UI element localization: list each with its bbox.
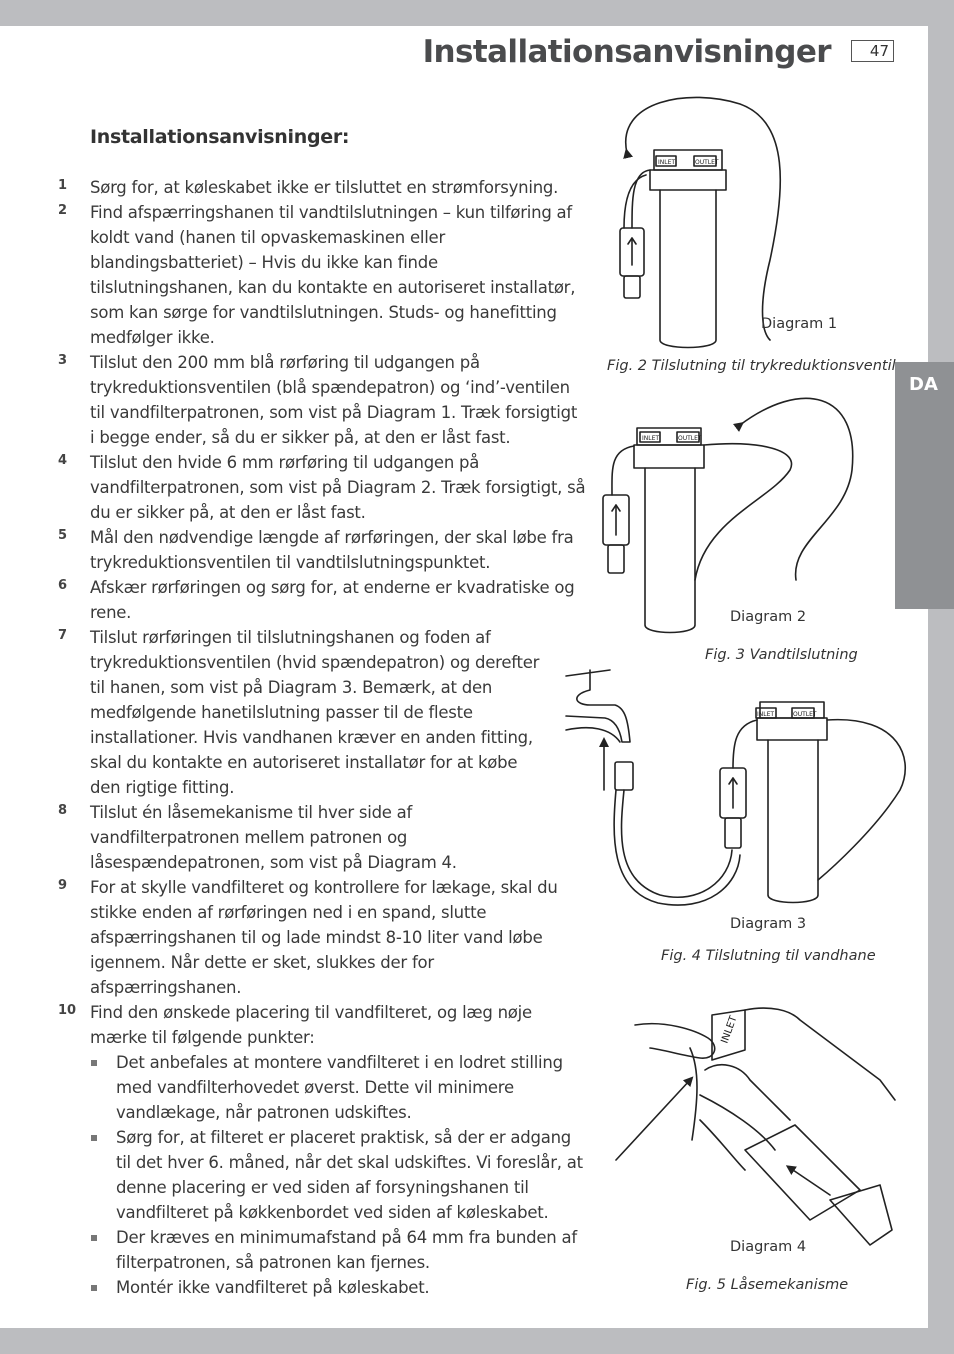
diagram-label: Diagram 2 [730, 609, 807, 625]
inlet-label: INLET [642, 435, 660, 442]
step-text: Tilslut én låsemekanisme til hver side af vandfilterpatronen mellem patronen og låsespændepatronen, som vist på Diagram 4. [90, 803, 457, 872]
step-text: For at skylle vandfilteret og kontrollere for lækage, skal du stikke enden af rørføringen ned i en spand, slutte afspærringshanen til og lade mindst 8-10 liter vand løbe igennem. Når dette er sket, slukkes der for afspærringshanen. [90, 878, 558, 997]
step-number: 5 [58, 528, 68, 543]
step-text: Tilslut den hvide 6 mm rørføring til udgangen på vandfilterpatronen, som vist på Diagram 2. Træk forsigtigt, så du er sikker på, at den er låst fast. [90, 453, 586, 522]
diagram-3-illustration [566, 670, 905, 905]
page-title: Installationsanvisninger [422, 34, 831, 70]
step-text: Sørg for, at køleskabet ikke er tilsluttet en strømforsyning. [90, 178, 559, 197]
step-number: 7 [58, 628, 68, 643]
language-tab: DA [895, 362, 954, 609]
diagram-1-illustration [620, 97, 780, 347]
bullet-text: Der kræves en minimumafstand på 64 mm fra bunden af filterpatronen, så patronen kan fjernes. [116, 1228, 577, 1272]
diagram-2-illustration [603, 398, 853, 632]
step-text: Afskær rørføringen og sørg for, at enderne er kvadratiske og rene. [90, 578, 575, 622]
diagram-label: Diagram 3 [730, 916, 807, 932]
inlet-label: INLET [658, 159, 676, 166]
step-number: 8 [58, 803, 68, 818]
bullet-text: Sørg for, at filteret er placeret praktisk, så der er adgang til det hver 6. måned, når det skal udskiftes. Vi foreslår, at denne placering er ved siden af forsyningshanen til vandfilteret på køkkenbordet ved siden af køleskabet. [116, 1128, 583, 1222]
diagram-4-illustration [616, 1008, 895, 1245]
inlet-label: INLET [757, 711, 775, 718]
figure-caption: Fig. 4 Tilslutning til vandhane [661, 948, 876, 964]
outlet-label: OUTLET [793, 711, 817, 718]
outlet-label: OUTLET [695, 159, 719, 166]
diagram-label: Diagram 1 [761, 316, 838, 332]
step-text: Mål den nødvendige længde af rørføringen, der skal løbe fra trykreduktionsventilen til vandtilslutningspunktet. [90, 528, 574, 572]
page-number: 47 [851, 40, 894, 62]
step-text: Find den ønskede placering til vandfilteret, og læg nøje mærke til følgende punkter: [90, 1003, 532, 1047]
step-text: Find afspærringshanen til vandtilslutningen – kun tilføring af koldt vand (hanen til opvaskemaskinen eller blandingsbatteriet) – Hvis du ikke kan finde tilslutningshanen, kan du kontakte en autoriseret installatør, som kan sørge for vandtilslutningen. Studs- og hanefitting medfølger ikke. [90, 203, 576, 347]
figure-caption: Fig. 5 Låsemekanisme [686, 1277, 849, 1293]
step-number: 6 [58, 578, 68, 593]
outlet-label: OUTLET [678, 435, 702, 442]
step-number: 10 [58, 1003, 77, 1018]
section-heading: Installationsanvisninger: [90, 126, 350, 148]
inlet-label: INLET [719, 1014, 740, 1046]
step-text: Tilslut rørføringen til tilslutningshanen og foden af trykreduktionsventilen (hvid spændepatron) og derefter til hanen, som vist på Diagram 3. Bemærk, at den medfølgende hanetilslutning passer til de fleste installationer. Hvis vandhanen kræver en anden fitting, skal du kontakte en autoriseret installatør for at købe den rigtige fitting. [90, 628, 540, 797]
step-number: 9 [58, 878, 68, 893]
figure-caption: Fig. 2 Tilslutning til trykreduktionsventil [607, 358, 896, 374]
figure-caption: Fig. 3 Vandtilslutning [705, 647, 858, 663]
step-number: 3 [58, 353, 68, 368]
step-number: 2 [58, 203, 68, 218]
step-number: 1 [58, 178, 68, 193]
bullet-text: Montér ikke vandfilteret på køleskabet. [116, 1278, 430, 1297]
diagram-label: Diagram 4 [730, 1239, 807, 1255]
step-text: Tilslut den 200 mm blå rørføring til udgangen på trykreduktionsventilen (blå spændepatron) og ‘ind’-ventilen til vandfilterpatronen, som vist på Diagram 1. Træk forsigtigt i begge ender, så du er sikker på, at den er låst fast. [90, 353, 578, 447]
step-number: 4 [58, 453, 68, 468]
bullet-text: Det anbefales at montere vandfilteret i en lodret stilling med vandfilterhovedet øverst. Dette vil minimere vandlækage, når patronen udskiftes. [116, 1053, 563, 1122]
